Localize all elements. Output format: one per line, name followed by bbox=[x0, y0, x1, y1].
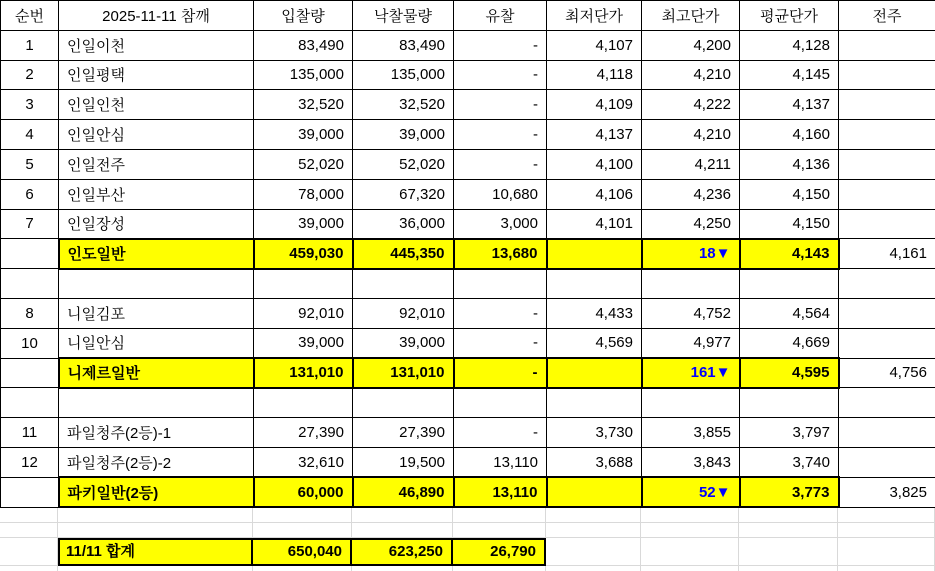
cell-avg[interactable]: 3,740 bbox=[740, 447, 839, 477]
cell-max[interactable]: 4,200 bbox=[642, 30, 740, 60]
cell-bid[interactable]: 39,000 bbox=[254, 120, 353, 150]
cell-avg[interactable]: 3,773 bbox=[740, 477, 839, 507]
total-failed-cell[interactable]: 26,790 bbox=[453, 538, 546, 566]
cell-prev[interactable] bbox=[839, 418, 935, 448]
cell-no[interactable]: 5 bbox=[1, 149, 59, 179]
cell-name[interactable]: 인일평택 bbox=[59, 60, 254, 90]
cell-prev[interactable] bbox=[839, 90, 935, 120]
gridline-cell[interactable] bbox=[838, 566, 935, 571]
cell-empty[interactable] bbox=[0, 538, 58, 566]
column-header[interactable]: 입찰량 bbox=[254, 1, 353, 31]
cell-empty[interactable] bbox=[641, 538, 739, 566]
cell-prev[interactable] bbox=[839, 269, 935, 299]
cell-max[interactable]: 4,222 bbox=[642, 90, 740, 120]
table-row bbox=[1, 179, 935, 209]
cell-bid[interactable]: 39,000 bbox=[254, 328, 353, 358]
cell-bid[interactable]: 135,000 bbox=[254, 60, 353, 90]
cell-min[interactable] bbox=[547, 477, 642, 507]
gridline-cell[interactable] bbox=[453, 566, 546, 571]
gridline-cell[interactable] bbox=[58, 508, 253, 523]
column-header[interactable]: 낙찰물량 bbox=[353, 1, 454, 31]
cell-max[interactable]: 4,211 bbox=[642, 149, 740, 179]
gridline-cell[interactable] bbox=[0, 566, 58, 571]
summary-row bbox=[1, 358, 935, 388]
cell-avg[interactable]: 4,669 bbox=[740, 328, 839, 358]
cell-max[interactable] bbox=[642, 388, 740, 418]
column-header[interactable]: 순번 bbox=[1, 1, 59, 31]
cell-failed[interactable]: - bbox=[454, 328, 547, 358]
gridline-cell[interactable] bbox=[352, 523, 453, 538]
cell-name[interactable] bbox=[59, 269, 254, 299]
table-row bbox=[1, 328, 935, 358]
column-header[interactable]: 유찰 bbox=[454, 1, 547, 31]
cell-avg[interactable]: 4,137 bbox=[740, 90, 839, 120]
cell-max[interactable]: 52▼ bbox=[642, 477, 740, 507]
gridline-cell[interactable] bbox=[739, 508, 838, 523]
cell-name[interactable] bbox=[59, 388, 254, 418]
cell-no[interactable]: 1 bbox=[1, 30, 59, 60]
gridline-cell[interactable] bbox=[253, 523, 352, 538]
cell-empty[interactable] bbox=[739, 538, 838, 566]
cell-max[interactable]: 3,855 bbox=[642, 418, 740, 448]
cell-prev[interactable] bbox=[839, 120, 935, 150]
blank-row bbox=[1, 388, 935, 418]
cell-avg[interactable]: 4,150 bbox=[740, 209, 839, 239]
cell-failed[interactable] bbox=[454, 388, 547, 418]
cell-no[interactable]: 7 bbox=[1, 209, 59, 239]
table-row bbox=[1, 298, 935, 328]
cell-bid[interactable]: 32,610 bbox=[254, 447, 353, 477]
column-header[interactable]: 최저단가 bbox=[547, 1, 642, 31]
cell-min[interactable] bbox=[547, 388, 642, 418]
cell-min[interactable]: 4,569 bbox=[547, 328, 642, 358]
cell-avg[interactable]: 4,143 bbox=[740, 239, 839, 269]
cell-max[interactable]: 4,250 bbox=[642, 209, 740, 239]
cell-failed[interactable]: - bbox=[454, 30, 547, 60]
cell-max[interactable]: 4,210 bbox=[642, 60, 740, 90]
cell-empty[interactable] bbox=[838, 538, 935, 566]
cell-won[interactable]: 92,010 bbox=[353, 298, 454, 328]
cell-failed[interactable]: 3,000 bbox=[454, 209, 547, 239]
footer-region bbox=[0, 508, 935, 571]
gridline-cell[interactable] bbox=[546, 508, 641, 523]
cell-won[interactable]: 83,490 bbox=[353, 30, 454, 60]
cell-bid[interactable]: 459,030 bbox=[254, 239, 353, 269]
gridline-cell[interactable] bbox=[641, 523, 739, 538]
cell-bid[interactable]: 92,010 bbox=[254, 298, 353, 328]
cell-avg[interactable]: 4,145 bbox=[740, 60, 839, 90]
total-won-cell[interactable]: 623,250 bbox=[352, 538, 453, 566]
cell-prev[interactable] bbox=[839, 298, 935, 328]
cell-no[interactable]: 11 bbox=[1, 418, 59, 448]
gridline-cell[interactable] bbox=[253, 508, 352, 523]
gridline-cell[interactable] bbox=[546, 523, 641, 538]
column-header[interactable]: 2025-11-11 참깨 bbox=[59, 1, 254, 31]
cell-failed[interactable]: - bbox=[454, 418, 547, 448]
cell-prev[interactable] bbox=[839, 60, 935, 90]
cell-failed[interactable] bbox=[454, 269, 547, 299]
column-header[interactable]: 전주 bbox=[839, 1, 935, 31]
total-row bbox=[0, 538, 935, 566]
cell-prev[interactable]: 3,825 bbox=[839, 477, 935, 507]
cell-bid[interactable]: 39,000 bbox=[254, 209, 353, 239]
cell-no[interactable]: 2 bbox=[1, 60, 59, 90]
table-row bbox=[1, 209, 935, 239]
cell-no[interactable] bbox=[1, 477, 59, 507]
cell-bid[interactable] bbox=[254, 388, 353, 418]
cell-max[interactable]: 18▼ bbox=[642, 239, 740, 269]
cell-won[interactable]: 32,520 bbox=[353, 90, 454, 120]
cell-avg[interactable]: 3,797 bbox=[740, 418, 839, 448]
gridline-cell[interactable] bbox=[253, 566, 352, 571]
summary-row bbox=[1, 239, 935, 269]
cell-no[interactable] bbox=[1, 388, 59, 418]
cell-min[interactable] bbox=[547, 358, 642, 388]
table-row bbox=[1, 149, 935, 179]
cell-prev[interactable] bbox=[839, 30, 935, 60]
cell-bid[interactable]: 83,490 bbox=[254, 30, 353, 60]
cell-no[interactable]: 8 bbox=[1, 298, 59, 328]
cell-bid[interactable] bbox=[254, 269, 353, 299]
gridline-cell[interactable] bbox=[838, 523, 935, 538]
table-row bbox=[1, 30, 935, 60]
cell-won[interactable]: 131,010 bbox=[353, 358, 454, 388]
cell-name[interactable]: 인일인천 bbox=[59, 90, 254, 120]
cell-bid[interactable]: 32,520 bbox=[254, 90, 353, 120]
cell-min[interactable] bbox=[547, 239, 642, 269]
cell-max[interactable]: 3,843 bbox=[642, 447, 740, 477]
total-label-cell[interactable]: 11/11 합계 bbox=[58, 538, 253, 566]
cell-name[interactable]: 파일청주(2등)-2 bbox=[59, 447, 254, 477]
table-row bbox=[1, 447, 935, 477]
cell-failed[interactable]: - bbox=[454, 358, 547, 388]
gridline-cell[interactable] bbox=[352, 566, 453, 571]
cell-bid[interactable]: 60,000 bbox=[254, 477, 353, 507]
gridline-cell[interactable] bbox=[0, 523, 58, 538]
cell-no[interactable] bbox=[1, 269, 59, 299]
cell-no[interactable]: 12 bbox=[1, 447, 59, 477]
cell-failed[interactable]: - bbox=[454, 90, 547, 120]
cell-bid[interactable]: 27,390 bbox=[254, 418, 353, 448]
cell-max[interactable]: 4,210 bbox=[642, 120, 740, 150]
cell-min[interactable]: 4,100 bbox=[547, 149, 642, 179]
cell-avg[interactable]: 4,595 bbox=[740, 358, 839, 388]
gridline-cell[interactable] bbox=[0, 508, 58, 523]
cell-failed[interactable]: - bbox=[454, 120, 547, 150]
cell-no[interactable]: 4 bbox=[1, 120, 59, 150]
spacer-row bbox=[0, 523, 935, 538]
cell-name[interactable]: 인일안심 bbox=[59, 120, 254, 150]
cell-avg[interactable]: 4,564 bbox=[740, 298, 839, 328]
cell-won[interactable]: 27,390 bbox=[353, 418, 454, 448]
cell-min[interactable]: 4,106 bbox=[547, 179, 642, 209]
cell-prev[interactable] bbox=[839, 388, 935, 418]
gridline-cell[interactable] bbox=[453, 508, 546, 523]
cell-prev[interactable] bbox=[839, 447, 935, 477]
cell-name[interactable]: 파일청주(2등)-1 bbox=[59, 418, 254, 448]
cell-min[interactable] bbox=[547, 269, 642, 299]
table-row bbox=[1, 120, 935, 150]
cell-name[interactable]: 니제르일반 bbox=[59, 358, 254, 388]
cell-name[interactable]: 인일장성 bbox=[59, 209, 254, 239]
cell-won[interactable]: 46,890 bbox=[353, 477, 454, 507]
gridline-cell[interactable] bbox=[58, 566, 253, 571]
cell-won[interactable]: 135,000 bbox=[353, 60, 454, 90]
gridline-cell[interactable] bbox=[739, 523, 838, 538]
cell-name[interactable]: 인일전주 bbox=[59, 149, 254, 179]
cell-won[interactable]: 52,020 bbox=[353, 149, 454, 179]
gridline-cell[interactable] bbox=[453, 523, 546, 538]
column-header[interactable]: 최고단가 bbox=[642, 1, 740, 31]
cell-no[interactable]: 3 bbox=[1, 90, 59, 120]
cell-min[interactable]: 4,433 bbox=[547, 298, 642, 328]
gridline-cell[interactable] bbox=[352, 508, 453, 523]
cell-avg[interactable] bbox=[740, 269, 839, 299]
gridline-cell[interactable] bbox=[739, 566, 838, 571]
cell-won[interactable] bbox=[353, 388, 454, 418]
cell-prev[interactable] bbox=[839, 328, 935, 358]
cell-name[interactable]: 인도일반 bbox=[59, 239, 254, 269]
gridline-cell[interactable] bbox=[838, 508, 935, 523]
cell-name[interactable]: 니일안심 bbox=[59, 328, 254, 358]
cell-min[interactable]: 3,730 bbox=[547, 418, 642, 448]
cell-failed[interactable]: - bbox=[454, 60, 547, 90]
cell-won[interactable]: 39,000 bbox=[353, 120, 454, 150]
header-row bbox=[1, 1, 935, 31]
cell-won[interactable]: 19,500 bbox=[353, 447, 454, 477]
cell-won[interactable]: 39,000 bbox=[353, 328, 454, 358]
cell-prev[interactable]: 4,756 bbox=[839, 358, 935, 388]
cell-bid[interactable]: 131,010 bbox=[254, 358, 353, 388]
gridline-cell[interactable] bbox=[641, 508, 739, 523]
cell-max[interactable]: 4,977 bbox=[642, 328, 740, 358]
cell-prev[interactable] bbox=[839, 209, 935, 239]
cell-min[interactable]: 4,101 bbox=[547, 209, 642, 239]
gridline-cell[interactable] bbox=[546, 566, 641, 571]
cell-min[interactable]: 4,107 bbox=[547, 30, 642, 60]
cell-name[interactable]: 니일김포 bbox=[59, 298, 254, 328]
cell-failed[interactable]: 13,680 bbox=[454, 239, 547, 269]
total-bid-cell[interactable]: 650,040 bbox=[253, 538, 352, 566]
cell-avg[interactable]: 4,150 bbox=[740, 179, 839, 209]
cell-prev[interactable]: 4,161 bbox=[839, 239, 935, 269]
cell-max[interactable]: 4,752 bbox=[642, 298, 740, 328]
cell-avg[interactable] bbox=[740, 388, 839, 418]
cell-won[interactable] bbox=[353, 269, 454, 299]
cell-min[interactable]: 4,118 bbox=[547, 60, 642, 90]
cell-failed[interactable]: - bbox=[454, 298, 547, 328]
cell-bid[interactable]: 78,000 bbox=[254, 179, 353, 209]
table-row bbox=[1, 90, 935, 120]
cell-failed[interactable]: 10,680 bbox=[454, 179, 547, 209]
cell-max[interactable]: 4,236 bbox=[642, 179, 740, 209]
cell-min[interactable]: 4,109 bbox=[547, 90, 642, 120]
cell-bid[interactable]: 52,020 bbox=[254, 149, 353, 179]
gridline-cell[interactable] bbox=[641, 566, 739, 571]
spacer-row bbox=[0, 508, 935, 523]
cell-won[interactable]: 445,350 bbox=[353, 239, 454, 269]
cell-failed[interactable]: 13,110 bbox=[454, 477, 547, 507]
spacer-row bbox=[0, 566, 935, 571]
cell-prev[interactable] bbox=[839, 179, 935, 209]
cell-name[interactable]: 인일부산 bbox=[59, 179, 254, 209]
cell-failed[interactable]: - bbox=[454, 149, 547, 179]
column-header[interactable]: 평균단가 bbox=[740, 1, 839, 31]
cell-max[interactable]: 161▼ bbox=[642, 358, 740, 388]
cell-avg[interactable]: 4,136 bbox=[740, 149, 839, 179]
summary-row bbox=[1, 477, 935, 507]
cell-failed[interactable]: 13,110 bbox=[454, 447, 547, 477]
cell-min[interactable]: 4,137 bbox=[547, 120, 642, 150]
cell-no[interactable] bbox=[1, 239, 59, 269]
cell-no[interactable]: 10 bbox=[1, 328, 59, 358]
cell-no[interactable] bbox=[1, 358, 59, 388]
table-row bbox=[1, 418, 935, 448]
cell-won[interactable]: 36,000 bbox=[353, 209, 454, 239]
cell-min[interactable]: 3,688 bbox=[547, 447, 642, 477]
cell-avg[interactable]: 4,160 bbox=[740, 120, 839, 150]
blank-row bbox=[1, 269, 935, 299]
gridline-cell[interactable] bbox=[58, 523, 253, 538]
cell-no[interactable]: 6 bbox=[1, 179, 59, 209]
cell-won[interactable]: 67,320 bbox=[353, 179, 454, 209]
cell-prev[interactable] bbox=[839, 149, 935, 179]
cell-name[interactable]: 인일이천 bbox=[59, 30, 254, 60]
cell-empty[interactable] bbox=[546, 538, 641, 566]
cell-max[interactable] bbox=[642, 269, 740, 299]
cell-avg[interactable]: 4,128 bbox=[740, 30, 839, 60]
table-row bbox=[1, 60, 935, 90]
cell-name[interactable]: 파키일반(2등) bbox=[59, 477, 254, 507]
